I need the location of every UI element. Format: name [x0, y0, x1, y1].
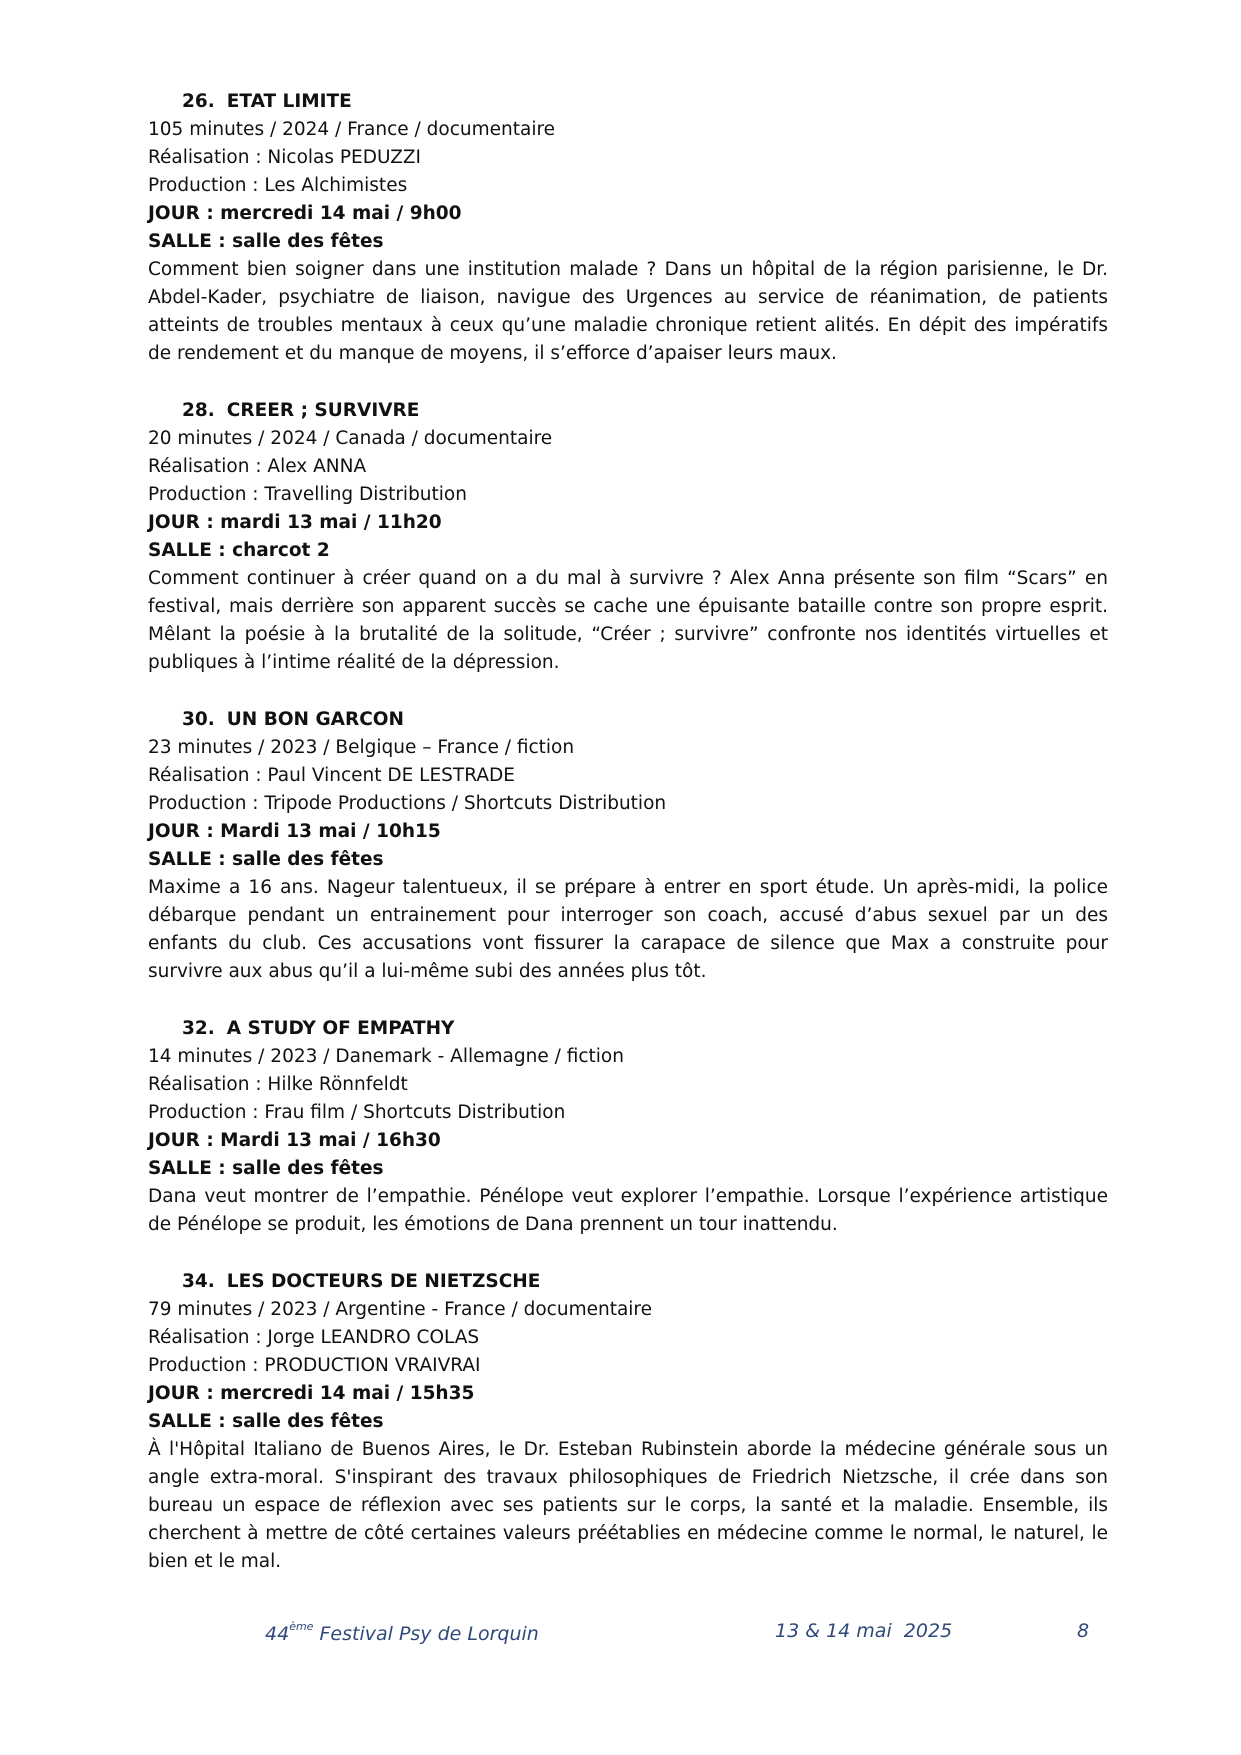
- film-synopsis: Maxime a 16 ans. Nageur talentueux, il se prépare à entrer en sport étude. Un après-midi, la police débarque pendant un entrainement pour interroger son coach, accusé d’abus sexuel par un des enfants du club. Ces accusations vont fissurer la carapace de silence que Max a construite pour survivre aux abus qu’il a lui-même subi des années plus tôt.: [148, 877, 1108, 982]
- film-details: 79 minutes / 2023 / Argentine - France / documentaire: [148, 1299, 653, 1320]
- film-details: 14 minutes / 2023 / Danemark - Allemagne / fiction: [148, 1046, 624, 1067]
- film-production: Production : Travelling Distribution: [148, 484, 467, 505]
- film-jour: JOUR : Mardi 13 mai / 10h15: [148, 821, 441, 842]
- film-title: [148, 1015, 1108, 1043]
- film-number: 30.: [182, 709, 215, 730]
- film-salle: SALLE : salle des fêtes: [148, 849, 384, 870]
- film-realisation: Réalisation : Paul Vincent DE LESTRADE: [148, 765, 515, 786]
- film-salle: SALLE : salle des fêtes: [148, 231, 384, 252]
- film-details: 105 minutes / 2024 / France / documentaire: [148, 119, 556, 140]
- film-realisation: Réalisation : Nicolas PEDUZZI: [148, 147, 422, 168]
- film-title-text: CREER ; SURVIVRE: [226, 400, 420, 421]
- film-number: 32.: [182, 1018, 215, 1039]
- film-number: 26.: [182, 91, 215, 112]
- page-footer: [0, 1620, 1241, 1650]
- film-production: Production : Tripode Productions / Shortcuts Distribution: [148, 793, 667, 814]
- film-realisation: Réalisation : Hilke Rönnfeldt: [148, 1074, 408, 1095]
- film-production: Production : Les Alchimistes: [148, 175, 408, 196]
- footer-festival-name: Festival Psy de Lorquin: [319, 1623, 539, 1645]
- film-title-text: LES DOCTEURS DE NIETZSCHE: [226, 1271, 541, 1292]
- footer-edition-suffix: ème: [289, 1620, 314, 1633]
- film-production: Production : Frau film / Shortcuts Distribution: [148, 1102, 566, 1123]
- film-salle: SALLE : charcot 2: [148, 540, 330, 561]
- film-synopsis: Comment continuer à créer quand on a du mal à survivre ? Alex Anna présente son film “Scars” en festival, mais derrière son apparent succès se cache une épuisante bataille contre son propre esprit. Mêlant la poésie à la brutalité de la solitude, “Créer ; survivre” confronte nos identités virtuelles et publiques à l’intime réalité de la dépression.: [148, 568, 1108, 673]
- film-production: Production : PRODUCTION VRAIVRAI: [148, 1355, 481, 1376]
- film-details: 20 minutes / 2024 / Canada / documentaire: [148, 428, 553, 449]
- film-title-text: ETAT LIMITE: [226, 91, 352, 112]
- footer-page-number: 8: [1077, 1620, 1090, 1642]
- film-jour: JOUR : mercredi 14 mai / 15h35: [148, 1383, 475, 1404]
- film-entry-32: [148, 1015, 1108, 1239]
- film-details: 23 minutes / 2023 / Belgique – France / fiction: [148, 737, 575, 758]
- footer-edition-number: 44: [265, 1623, 290, 1645]
- film-entry-26: [148, 88, 1108, 368]
- film-jour: JOUR : mercredi 14 mai / 9h00: [148, 203, 462, 224]
- document-body: [148, 88, 1108, 1605]
- film-title: [148, 706, 1108, 734]
- film-realisation: Réalisation : Alex ANNA: [148, 456, 367, 477]
- film-salle: SALLE : salle des fêtes: [148, 1411, 384, 1432]
- footer-festival: [265, 1620, 539, 1645]
- film-synopsis: Dana veut montrer de l’empathie. Pénélope veut explorer l’empathie. Lorsque l’expérience artistique de Pénélope se produit, les émotions de Dana prennent un tour inattendu.: [148, 1186, 1108, 1235]
- footer-dates: 13 & 14 mai 2025: [775, 1620, 953, 1642]
- film-number: 28.: [182, 400, 215, 421]
- film-realisation: Réalisation : Jorge LEANDRO COLAS: [148, 1327, 480, 1348]
- film-number: 34.: [182, 1271, 215, 1292]
- film-title: [148, 88, 1108, 116]
- film-jour: JOUR : mardi 13 mai / 11h20: [148, 512, 442, 533]
- film-entry-30: [148, 706, 1108, 986]
- film-entry-34: [148, 1268, 1108, 1576]
- film-synopsis: Comment bien soigner dans une institution malade ? Dans un hôpital de la région parisienne, le Dr. Abdel-Kader, psychiatre de liaison, navigue des Urgences au service de réanimation, de patients atteints de troubles mentaux à ceux qu’une maladie chronique retient alités. En dépit des impératifs de rendement et du manque de moyens, il s’efforce d’apaiser leurs maux.: [148, 259, 1108, 364]
- film-entry-28: [148, 397, 1108, 677]
- film-title: [148, 1268, 1108, 1296]
- film-jour: JOUR : Mardi 13 mai / 16h30: [148, 1130, 441, 1151]
- film-title-text: A STUDY OF EMPATHY: [226, 1018, 455, 1039]
- film-salle: SALLE : salle des fêtes: [148, 1158, 384, 1179]
- film-title-text: UN BON GARCON: [226, 709, 405, 730]
- film-title: [148, 397, 1108, 425]
- film-synopsis: À l'Hôpital Italiano de Buenos Aires, le Dr. Esteban Rubinstein aborde la médecine générale sous un angle extra-moral. S'inspirant des travaux philosophiques de Friedrich Nietzsche, il crée dans son bureau un espace de réflexion avec ses patients sur le corps, la santé et la maladie. Ensemble, ils cherchent à mettre de côté certaines valeurs préétablies en médecine comme le normal, le naturel, le bien et le mal.: [148, 1439, 1108, 1572]
